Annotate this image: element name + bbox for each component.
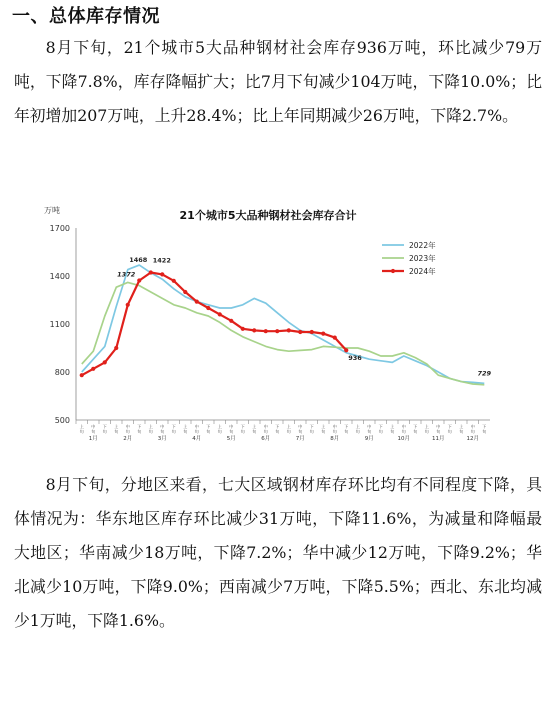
x-sub-tick-label: 中旬 <box>229 424 234 434</box>
x-month-label: 4月 <box>192 436 202 442</box>
x-sub-tick-label: 下旬 <box>447 424 452 434</box>
x-sub-tick-label: 上旬 <box>183 424 188 434</box>
series-line-2023 <box>82 282 485 384</box>
regional-paragraph: 8月下旬，分地区来看，七大区域钢材库存环比均有不同程度下降，具体情况为：华东地区库存环比减少31万吨，下降11.6%，为减量和降幅最大地区；华南减少18万吨，下降7.2%；华中减少12万吨，下降9.2%；华北减少10万吨，下降9.0%；西南减少7万吨，下降5.5%；西北、东北均减少1万吨，下降1.6%。 <box>14 475 542 630</box>
x-month-label: 9月 <box>364 436 374 442</box>
x-sub-tick-label: 中旬 <box>367 424 372 434</box>
x-sub-tick-label: 中旬 <box>194 424 199 434</box>
x-sub-tick-label: 下旬 <box>309 424 314 434</box>
x-month-label: 1月 <box>88 436 98 442</box>
legend-label: 2022年 <box>409 241 436 250</box>
x-sub-tick-label: 中旬 <box>125 424 130 434</box>
data-label: 936 <box>348 354 362 363</box>
x-month-label: 7月 <box>295 436 305 442</box>
x-sub-tick-label: 下旬 <box>240 424 245 434</box>
x-sub-tick-label: 中旬 <box>470 424 475 434</box>
data-point-2024 <box>183 290 187 294</box>
chart-legend <box>382 240 436 276</box>
x-sub-tick-label: 下旬 <box>344 424 349 434</box>
x-sub-tick-label: 上旬 <box>321 424 326 434</box>
x-sub-tick-label: 中旬 <box>263 424 268 434</box>
data-point-2024 <box>333 336 337 340</box>
data-point-2024 <box>321 332 325 336</box>
data-point-2024 <box>287 328 291 332</box>
y-axis-unit-label: 万吨 <box>44 206 60 215</box>
x-month-label: 3月 <box>157 436 167 442</box>
data-point-2024 <box>344 348 348 352</box>
y-tick-label: 800 <box>54 368 70 377</box>
chart-title: 21个城市5大品种钢材社会库存合计 <box>179 209 357 222</box>
inventory-line-chart <box>38 198 498 453</box>
x-sub-tick-label: 上旬 <box>217 424 222 434</box>
legend-label: 2024年 <box>409 267 436 276</box>
x-month-label: 2月 <box>123 436 133 442</box>
data-point-2024 <box>264 329 268 333</box>
x-sub-tick-label: 上旬 <box>79 424 84 434</box>
section-heading: 一、总体库存情况 <box>12 6 160 27</box>
data-point-2024 <box>229 319 233 323</box>
x-sub-tick-label: 中旬 <box>436 424 441 434</box>
data-point-2024 <box>137 278 141 282</box>
data-point-2024 <box>218 312 222 316</box>
data-point-2024 <box>126 303 130 307</box>
legend-label: 2023年 <box>409 254 436 263</box>
data-label: 1372 <box>117 270 136 279</box>
legend-marker <box>391 269 395 273</box>
data-label: 1468 <box>129 256 148 265</box>
y-tick-label: 1400 <box>49 272 70 281</box>
data-label: 1422 <box>152 256 171 265</box>
data-point-2024 <box>206 306 210 310</box>
x-month-label: 6月 <box>261 436 271 442</box>
summary-paragraph: 8月下旬，21个城市5大品种钢材社会库存936万吨，环比减少79万吨，下降7.8%，库存降幅扩大；比7月下旬减少104万吨，下降10.0%；比年初增加207万吨，上升28.4%；比上年同期减少26万吨，下降2.7%。 <box>14 38 542 125</box>
x-sub-tick-label: 下旬 <box>413 424 418 434</box>
x-month-label: 10月 <box>397 436 410 442</box>
data-point-2024 <box>160 272 164 276</box>
y-tick-label: 500 <box>54 416 70 425</box>
x-sub-tick-label: 下旬 <box>171 424 176 434</box>
data-point-2024 <box>252 328 256 332</box>
x-sub-tick-label: 中旬 <box>91 424 96 434</box>
x-sub-tick-label: 下旬 <box>102 424 107 434</box>
data-point-2024 <box>172 279 176 283</box>
x-sub-tick-label: 下旬 <box>137 424 142 434</box>
x-sub-tick-label: 上旬 <box>424 424 429 434</box>
x-sub-tick-label: 下旬 <box>275 424 280 434</box>
x-sub-tick-label: 上旬 <box>286 424 291 434</box>
data-point-2024 <box>149 270 153 274</box>
data-point-2024 <box>195 300 199 304</box>
x-sub-tick-label: 上旬 <box>252 424 257 434</box>
data-point-2024 <box>80 373 84 377</box>
x-month-label: 5月 <box>226 436 236 442</box>
x-month-label: 8月 <box>330 436 340 442</box>
x-sub-tick-label: 中旬 <box>401 424 406 434</box>
x-sub-tick-label: 中旬 <box>332 424 337 434</box>
y-tick-label: 1700 <box>49 224 70 233</box>
x-sub-tick-label: 上旬 <box>114 424 119 434</box>
y-tick-label: 1100 <box>49 320 70 329</box>
x-sub-tick-label: 上旬 <box>148 424 153 434</box>
x-sub-tick-label: 上旬 <box>355 424 360 434</box>
data-point-2024 <box>298 330 302 334</box>
data-point-2024 <box>114 346 118 350</box>
x-month-label: 11月 <box>432 436 445 442</box>
data-point-2024 <box>275 329 279 333</box>
x-sub-tick-label: 中旬 <box>160 424 165 434</box>
x-month-label: 12月 <box>466 436 479 442</box>
x-sub-tick-label: 下旬 <box>482 424 487 434</box>
series-line-2022 <box>82 265 485 383</box>
x-sub-tick-label: 上旬 <box>390 424 395 434</box>
data-point-2024 <box>103 360 107 364</box>
x-sub-tick-label: 下旬 <box>206 424 211 434</box>
data-point-2024 <box>310 330 314 334</box>
x-sub-tick-label: 中旬 <box>298 424 303 434</box>
data-label: 729 <box>477 369 492 378</box>
data-point-2024 <box>91 367 95 371</box>
x-sub-tick-label: 下旬 <box>378 424 383 434</box>
x-sub-tick-label: 上旬 <box>459 424 464 434</box>
data-point-2024 <box>241 327 245 331</box>
